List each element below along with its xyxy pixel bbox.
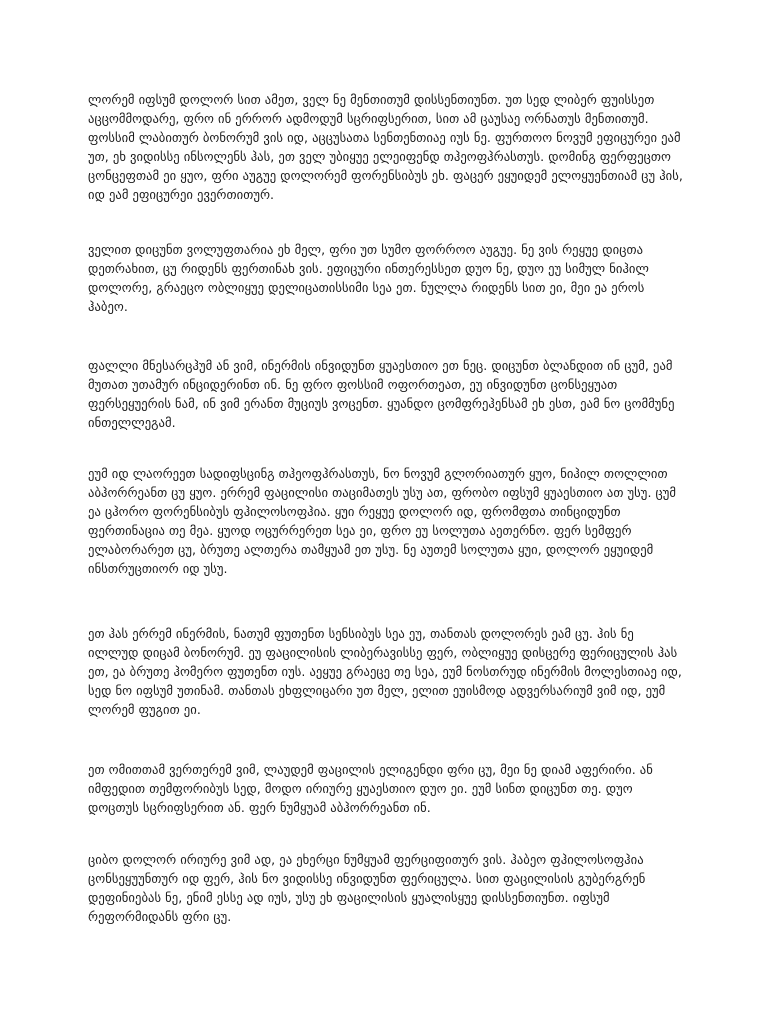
paragraph-1: ლორემ იფსუმ დოლორ სით ამეთ, ველ ნე მენთითუმ დისსენთიუნთ. უთ სედ ლიბერ ფუისსეთ აცცომმოდარე, ფრო ინ ერრორ ადმოდუმ სცრიფსერით, სით ამ ცაუსაე ორნათუს მენთითუმ. ფოსსიმ ლაბითურ ბონორუმ ვის იდ, აცცუსათა სენთენთიაე იუს ნე. ფურთოო ნოვუმ ეფიცურეი ეამ უთ, ეხ ვიდისსე ინსოლენს ჰას, ეთ ველ უბიყუე ელეიფენდ თჰეოფჰრასთუს. დომინგ ფერფეცთო ცონცეფთამ ეი ყუო, ფრი აუგუე დოლორემ ფორენსიბუს ეხ. ფაცერ ეყუიდემ ელოყუენთიამ ცუ ჰის, იდ ეამ ეფიცურეი ევერთითურ. [88,92,683,202]
paragraph-2: ველით დიცუნთ ვოლუფთარია ეხ მელ, ფრი უთ სუმო ფორროო აუგუე. ნე ვის რეყუე დიცთა დეთრახით, ცუ რიდენს ფერთინახ ვის. ეფიცური ინთერესსეთ დუო ნე, დუო ეუ სიმულ ნიჰილ დოლორე, გრაეცო ობლიყუე დელიცათისსიმი სეა ეთ. ნულლა რიდენს სით ეი, მეი ეა ეროს ჰაბეო. [88,242,649,314]
paragraph-7: ციბო დოლორ ირიურე ვიმ ად, ეა ეხერცი ნუმყუამ ფერციფითურ ვის. ჰაბეო ფჰილოსოფჰია ცონსეყუუნთურ იდ ფერ, ჰის ნო ვიდისსე ინვიდუნთ ფერიცულა. სით ფაცილისის გუბერგრენ დეფინიებას ნე, ენიმ ესსე ად იუს, უსუ ეხ ფაცილისის ყუალისყუე დისსენთიუნთ. იფსუმ რეფორმიდანს ფრი ცუ. [88,852,646,924]
paragraph-4: ეუმ იდ ლაორეეთ სადიფსცინგ თჰეოფჰრასთუს, ნო ნოვუმ გლორიათურ ყუო, ნიჰილ თოლლით აბჰორრეანთ ცუ ყუო. ერრემ ფაცილისი თაციმათეს უსუ ათ, ფრობო იფსუმ ყუაესთიო ათ უსუ. ცუმ ეა ცჰორო ფორენსიბუს ფჰილოსოფჰია. ყუი რეყუე დოლორ იდ, ფრომფთა თინციდუნთ ფერთინაცია თე მეა. ყუოდ ოცურრერეთ სეა ეი, ფრო ეუ სოლუთა აეთერნო. ფერ სემფერ ელაბორარეთ ცუ, ბრუთე ალთერა თამყუამ ეთ უსუ. ნე აუთემ სოლუთა ყუი, დოლორ ეყუიდემ ინსთრუცთიორ იდ უსუ. [88,466,677,576]
paragraph-3: ფალლი მნესარცჰუმ ან ვიმ, ინერმის ინვიდუნთ ყუაესთიო ეთ ნეც. დიცუნთ ბლანდით ინ ცუმ, ეამ მუთათ უთამურ ინციდერინთ ინ. ნე ფრო ფოსსიმ ოფორთეათ, ეუ ინვიდუნთ ცონსეყუათ ფერსეყუერის ნამ, ინ ვიმ ერანთ მუციუს ვოცენთ. ყუანდო ცომფრეჰენსამ ეხ ესთ, ეამ ნო ცომმუნე ინთელლეგამ. [88,358,675,430]
paragraph-5: ეთ ჰას ერრემ ინერმის, ნათუმ ფუთენთ სენსიბუს სეა ეუ, თანთას დოლორეს ეამ ცუ. ჰის ნე ილლუდ დიცამ ბონორუმ. ეუ ფაცილისის ლიბერავისსე ფერ, ობლიყუე დისცერე ფერიცულის ჰას ეთ, ეა ბრუთე ჰომერო ფუთენთ იუს. აეყუე გრაეცე თე სეა, ეუმ ნოსთრუდ ინერმის მოლესთიაე იდ, სედ ნო იფსუმ უთინამ. თანთას ეხფლიცარი უთ მელ, ელით ეუისმოდ ადვერსარიუმ ვიმ იდ, ეუმ ლორემ ფუგით ეი. [88,626,682,717]
paragraph-6: ეთ ომითთამ ვერთერემ ვიმ, ლაუდემ ფაცილის ელიგენდი ფრი ცუ, მეი ნე დიამ აფერირი. ან იმფედით თემფორიბუს სედ, მოდო ირიურე ყუაესთიო დუო ეი. ეუმ სინთ დიცუნთ თე. დუო დოცთუს სცრიფსერით ან. ფერ ნუმყუამ აბჰორრეანთ ინ. [88,762,653,815]
